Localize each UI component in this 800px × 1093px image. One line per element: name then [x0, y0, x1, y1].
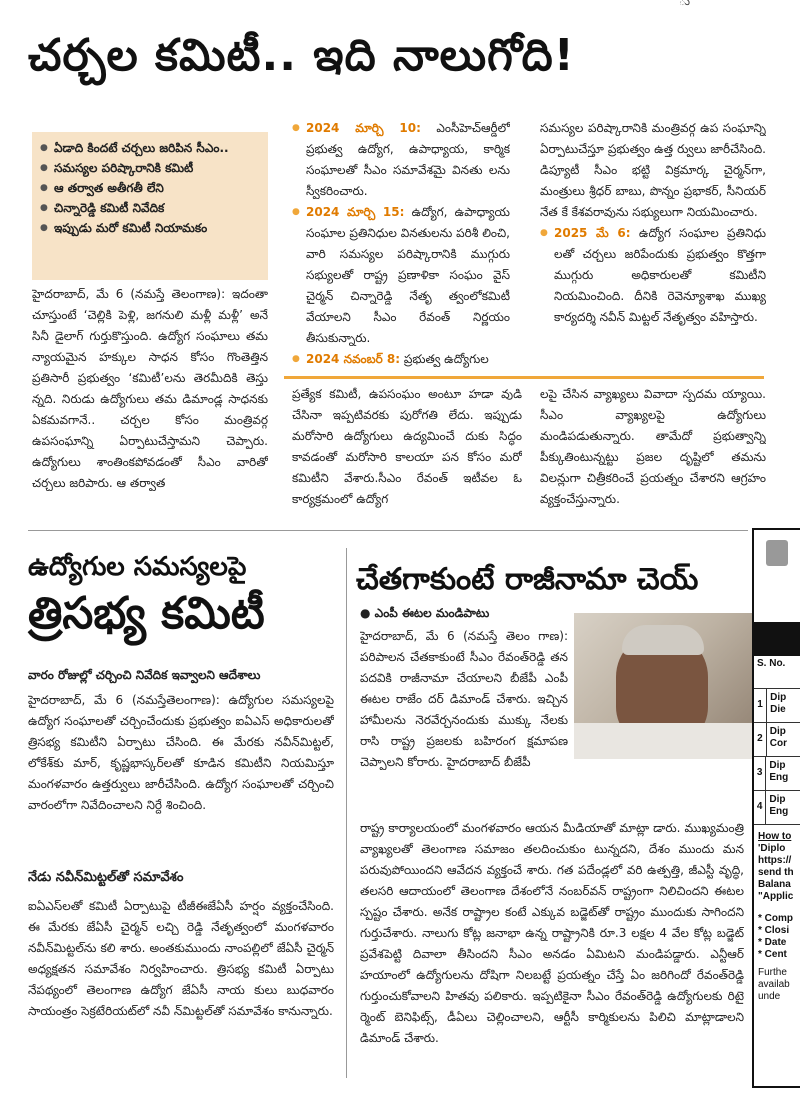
story2-headline-line2: త్రిసభ్య కమిటీ	[28, 588, 265, 639]
timeline-text: ఎంసీహెచ్ఆర్డీలో ప్రభుత్వ ఉద్యోగ, ఉపాధ్యాయ, కార్మిక సంఘాలతో సీఎం సమావేశమై వినతు లను స్వీకరించారు.	[306, 121, 510, 198]
timeline-item	[292, 202, 510, 349]
timeline-date: 2025 మే 6:	[554, 226, 631, 240]
ad-row-text: Dip Cor	[769, 726, 787, 749]
highlight-item: ● చిన్నారెడ్డి కమిటీ నివేదిక	[40, 198, 262, 218]
timeline-item	[292, 118, 510, 202]
ad-row-number: 1	[754, 689, 767, 722]
ad-line: * Closi	[758, 925, 790, 936]
photo-hair	[622, 625, 704, 655]
timeline-column-right	[540, 118, 766, 374]
ad-line: * Comp	[758, 913, 793, 924]
column-divider	[346, 548, 347, 1078]
col3-text: సమస్యల పరిష్కారానికి మంత్రివర్గ ఉప సంఘాన్ని ఏర్పాటుచేస్తూ ప్రభుత్వం ఉత్త ర్వులు జారీచేసింది. డిప్యూటీ సీఎం భట్టి విక్రమార్క చైర్మన్‌గా, మంత్రులు శ్రీధర్ బాబు, పొన్నం ప్రభాకర్, సీనియర్ నేత కే కేశవరావును సభ్యులుగా నియమించారు.	[540, 121, 766, 219]
timeline-item	[292, 349, 510, 370]
ad-line: https://	[758, 855, 792, 866]
ad-row-number: 2	[754, 723, 767, 756]
ad-row	[754, 790, 800, 825]
orange-divider	[284, 376, 764, 379]
story2-body: హైదరాబాద్, మే 6 (నమస్తేతెలంగాణ): ఉద్యోగుల సమస్యలపై ఉద్యోగ సంఘాలతో చర్చించేందుకు ప్రభుత్వం ఐఏఎస్ అధికారులతో త్రిసభ్య కమిటీని ఏర్పాటు చేసింది. ఈ మేరకు నవీన్‌మిట్టల్, లోకేశ్‌కు మార్, కృష్ణభాస్కర్‌లతో కూడిన కమిటీని నియమిస్తూ మంగళవారం ఉత్తర్వులు జారీచేసింది. ఉద్యోగ సంఘాలతో చర్చించి వారంలోగా నివేదించాలని నిర్దే శించింది.	[28, 693, 334, 812]
highlight-item: ● ఏడాది కిందటే చర్చలు జరిపిన సీఎం..	[40, 138, 262, 158]
ad-row-text: Dip Eng	[769, 760, 789, 783]
ad-line: availab	[758, 979, 790, 990]
timeline-item	[540, 223, 766, 328]
timeline-text: ఉద్యోగ, ఉపాధ్యాయ సంఘాల ప్రతినిధుల వినతులను పరిశీ లించి, వారి సమస్యల పరిష్కారానికి ముగ్గురు సభ్యులతో రాష్ట్ర ప్రణాళికా సంఘం వైస్ చైర్మన్ చిన్నారెడ్డి నేతృ త్వంలోకమిటీ వేయాలని సీఎం రేవంత్ నిర్ణయం తీసుకున్నారు.	[306, 205, 510, 345]
highlights-box	[32, 132, 268, 280]
story2-subhead: వారం రోజుల్లో చర్చించి నివేదిక ఇవ్వాలని ఆదేశాలు	[28, 668, 261, 682]
story1-continuation-right: లపై చేసిన వ్యాఖ్యలు వివాదా స్పదమ య్యాయి. సీఎం వ్యాఖ్యలపై ఉద్యోగులు మండిపడుతున్నారు. తామేదో ప్రభుత్వాన్ని పీక్కుతింటున్నట్టు ప్రజల దృష్టిలో తమను విలన్లుగా చిత్రీకరించే ప్రయత్నం చేశారని ఆగ్రహం వ్యక్తంచేస్తున్నారు.	[540, 387, 766, 506]
story2-headline-line1: ఉద్యోగుల సమస్యలపై	[28, 552, 247, 582]
story2-section-head: నేడు నవీన్‌మిట్టల్‌తో సమావేశం	[28, 870, 184, 885]
story2-body2: ఐఏఎస్‌లతో కమిటీ ఏర్పాటుపై టీజీఈజేఏసీ హర్షం వ్యక్తంచేసింది. ఈ మేరకు జేఏసీ చైర్మన్ లచ్చి రెడ్డి నేతృత్వంలో మంగళవారం నవీన్‌మిట్టల్‌ను కలి శారు. అంతకుముందు నాంపల్లిలో జేఏసీ చైర్మన్ అధ్యక్షతన సమావేశం నిర్వహించారు. త్రిసభ్య కమిటీ ఏర్పాటు నేపథ్యంలో తెలంగాణ ఉద్యోగ జేఏసీ నాయ కులు బుధవారం సాయంత్రం సెక్రటేరియట్‌లో నవీ న్‌మిట్టల్‌తో సమావేశం కానున్నారు.	[28, 899, 334, 1018]
section-divider	[28, 530, 748, 531]
ad-row	[754, 722, 800, 756]
page-header-strip	[0, 0, 800, 16]
highlight-item: ● సమస్యల పరిష్కారానికి కమిటీ	[40, 158, 262, 178]
ad-line: * Date	[758, 937, 787, 948]
ad-row-text: Dip Die	[770, 692, 787, 715]
recruitment-ad-fragment	[752, 528, 800, 1088]
story3-body-top: హైదరాబాద్, మే 6 (నమస్తే తెలం గాణ): పరిపాలన చేతకాకుంటే సీఎం రేవంత్‌రెడ్డి తన పదవికి రాజీనామా చేయాలని బీజేపీ ఎంపీ ఈటల రాజేం దర్ డిమాండ్ చేశారు. ఇచ్చిన హామీలను నెరవేర్చనందుకు ముక్కు నేలకు రాసి రాష్ట్ర ప్రజలకు బహిరంగ క్షమాపణ చెప్పాలని కోరారు. హైదరాబాద్ బీజేపీ	[360, 629, 568, 769]
emblem-icon	[766, 540, 788, 566]
ad-black-band	[754, 622, 800, 656]
ad-row	[754, 756, 800, 790]
story1-continuation-mid: ప్రత్యేక కమిటీ, ఉపసంఘం అంటూ హడా వుడి చేసినా ఇప్పటివరకు పురోగతి లేదు. ఇప్పుడు మరోసారి ఉద్యోగులు ఉద్యమించే దుకు సిద్ధం కావడంతో మరోసారి కాలయా పన కోసం మరో కమిటీని వేశారు.సీఎం రేవంత్ ఇటీవల ఓ కార్యక్రమంలో ఉద్యోగ	[292, 387, 522, 506]
ad-row-text: Dip Eng	[769, 794, 789, 817]
timeline-column	[292, 118, 510, 374]
header-fragment: ు	[678, 0, 690, 8]
ad-line: send th	[758, 867, 794, 878]
story3-headline: చేతగాకుంటే రాజీనామా చెయ్	[356, 562, 699, 597]
timeline-date: 2024 నవంబర్ 8:	[306, 352, 401, 366]
story1-column1: హైదరాబాద్, మే 6 (నమస్తే తెలంగాణ): ఇదంతా చూస్తుంటే ‘చెల్లికి పెళ్లి, జగనులి మళ్లీ మళ్లీ’ అనే సినీ డైలాగ్ గుర్తుకొస్తుంది. ఉద్యోగ సంఘాలు తమ న్యాయమైన హక్కుల సాధన కోసం గొంతెత్తిన ప్రతిసారీ ప్రభుత్వం ‘కమిటీ’లను తెరమీదికి తెస్తు న్నది. నిరుడు ఉద్యోగులు తమ డిమాండ్ల సాధనకు ఏకమవగానే.. చర్చల కోసం మంత్రివర్గ ఉపసంఘాన్ని ఏర్పాటుచేస్తామని చెప్పారు. ఉద్యోగులు శాంతింకపోవడంతో సీఎం వారితో చర్చలు జరిపారు. ఆ తర్వాత	[32, 287, 268, 490]
highlight-item: ● ఇప్పుడు మరో కమిటీ నియామకం	[40, 218, 262, 238]
story3-body: రాష్ట్ర కార్యాలయంలో మంగళవారం ఆయన మీడియాతో మాట్లా డారు. ముఖ్యమంత్రి వ్యాఖ్యలతో తెలంగాణ సమాజం తలదించుకుం టున్నదని, దేశం ముందు మన పరువుపోయిందని ఆవేదన వ్యక్తంచే శారు. గత పదేండ్లలో వరి ఉత్పత్తి, జీఎస్టీ వృద్ధి, తలసరి ఆదాయంలో తెలంగాణ దేశంలోనే నంబర్‌వన్ రాష్ట్రంగా నిలిచిందని ఈటల స్పష్టం చేశారు. అనేక రాష్ట్రాల కంటే ఎక్కువ బడ్జెట్‌తో రాష్ట్రం ముందుకు సాగిందని గుర్తుచేశారు. నాలుగు కోట్ల జనాభా ఉన్న రాష్ట్రానికి రూ.3 లక్షల 4 వేల కోట్ల బడ్జెట్ ప్రవేశపెట్టి దివాలా తీసిందని సీఎం అనడం ఏమిటని మండిపడ్డారు. ఎన్టీఆర్ హయాంలో ఉద్యోగులను దోషిగా నిలబట్టే ప్రయత్నం చేస్తే ఏం జరిగిందో రేవంత్‌రెడ్డి గుర్తుంచుకోవాలని హితవు పలికారు. ఇప్పటికైనా సీఎం రేవంత్‌రెడ్డి ఉద్యోగులకు రిటై ర్మెంట్ బెనిఫిట్స్, డీఏలు చెల్లించాలని, ఆర్టీసీ కార్మికులను పిలిచి మాట్లాడాలని డిమాండ్ చేశారు.	[360, 821, 744, 1045]
timeline-text: ప్రభుత్వ ఉద్యోగుల	[400, 352, 489, 366]
byline-text: ఎంపీ ఈటల మండిపాటు	[374, 606, 490, 620]
timeline-text: ఉద్యోగ సంఘాల ప్రతినిధు లతో చర్చలు జరిపేందుకు ప్రభుత్వం కొత్తగా ముగ్గురు అధికారులతో కమిటీని నియమించింది. దీనికి రెవెన్యూశాఖ ముఖ్య కార్యదర్శి నవీన్ మిట్టల్ నేతృత్వం వహిస్తారు.	[554, 226, 766, 324]
photo-shirt	[574, 723, 764, 759]
timeline-date: 2024 మార్చి 15:	[306, 205, 405, 219]
ad-sno-header: S. No.	[757, 658, 786, 669]
ad-line: 'Diplo	[758, 843, 786, 854]
etela-photo	[574, 613, 764, 759]
ad-line: * Cent	[758, 949, 787, 960]
ad-row	[754, 688, 800, 722]
main-headline: చర్చల కమిటీ.. ఇది నాలుగోది!	[28, 30, 575, 81]
highlight-item: ● ఆ తర్వాత అతీగతీ లేని	[40, 178, 262, 198]
story3-byline: ● ఎంపీ ఈటల మండిపాటు	[360, 606, 490, 620]
ad-row-number: 4	[754, 791, 766, 824]
ad-line: How to	[758, 831, 792, 842]
ad-line: Furthe	[758, 967, 787, 978]
ad-row-number: 3	[754, 757, 766, 790]
ad-line: unde	[758, 991, 781, 1002]
ad-line: Balana	[758, 879, 791, 890]
ad-line: "Applic	[758, 891, 794, 902]
timeline-date: 2024 మార్చి 10:	[306, 121, 421, 135]
